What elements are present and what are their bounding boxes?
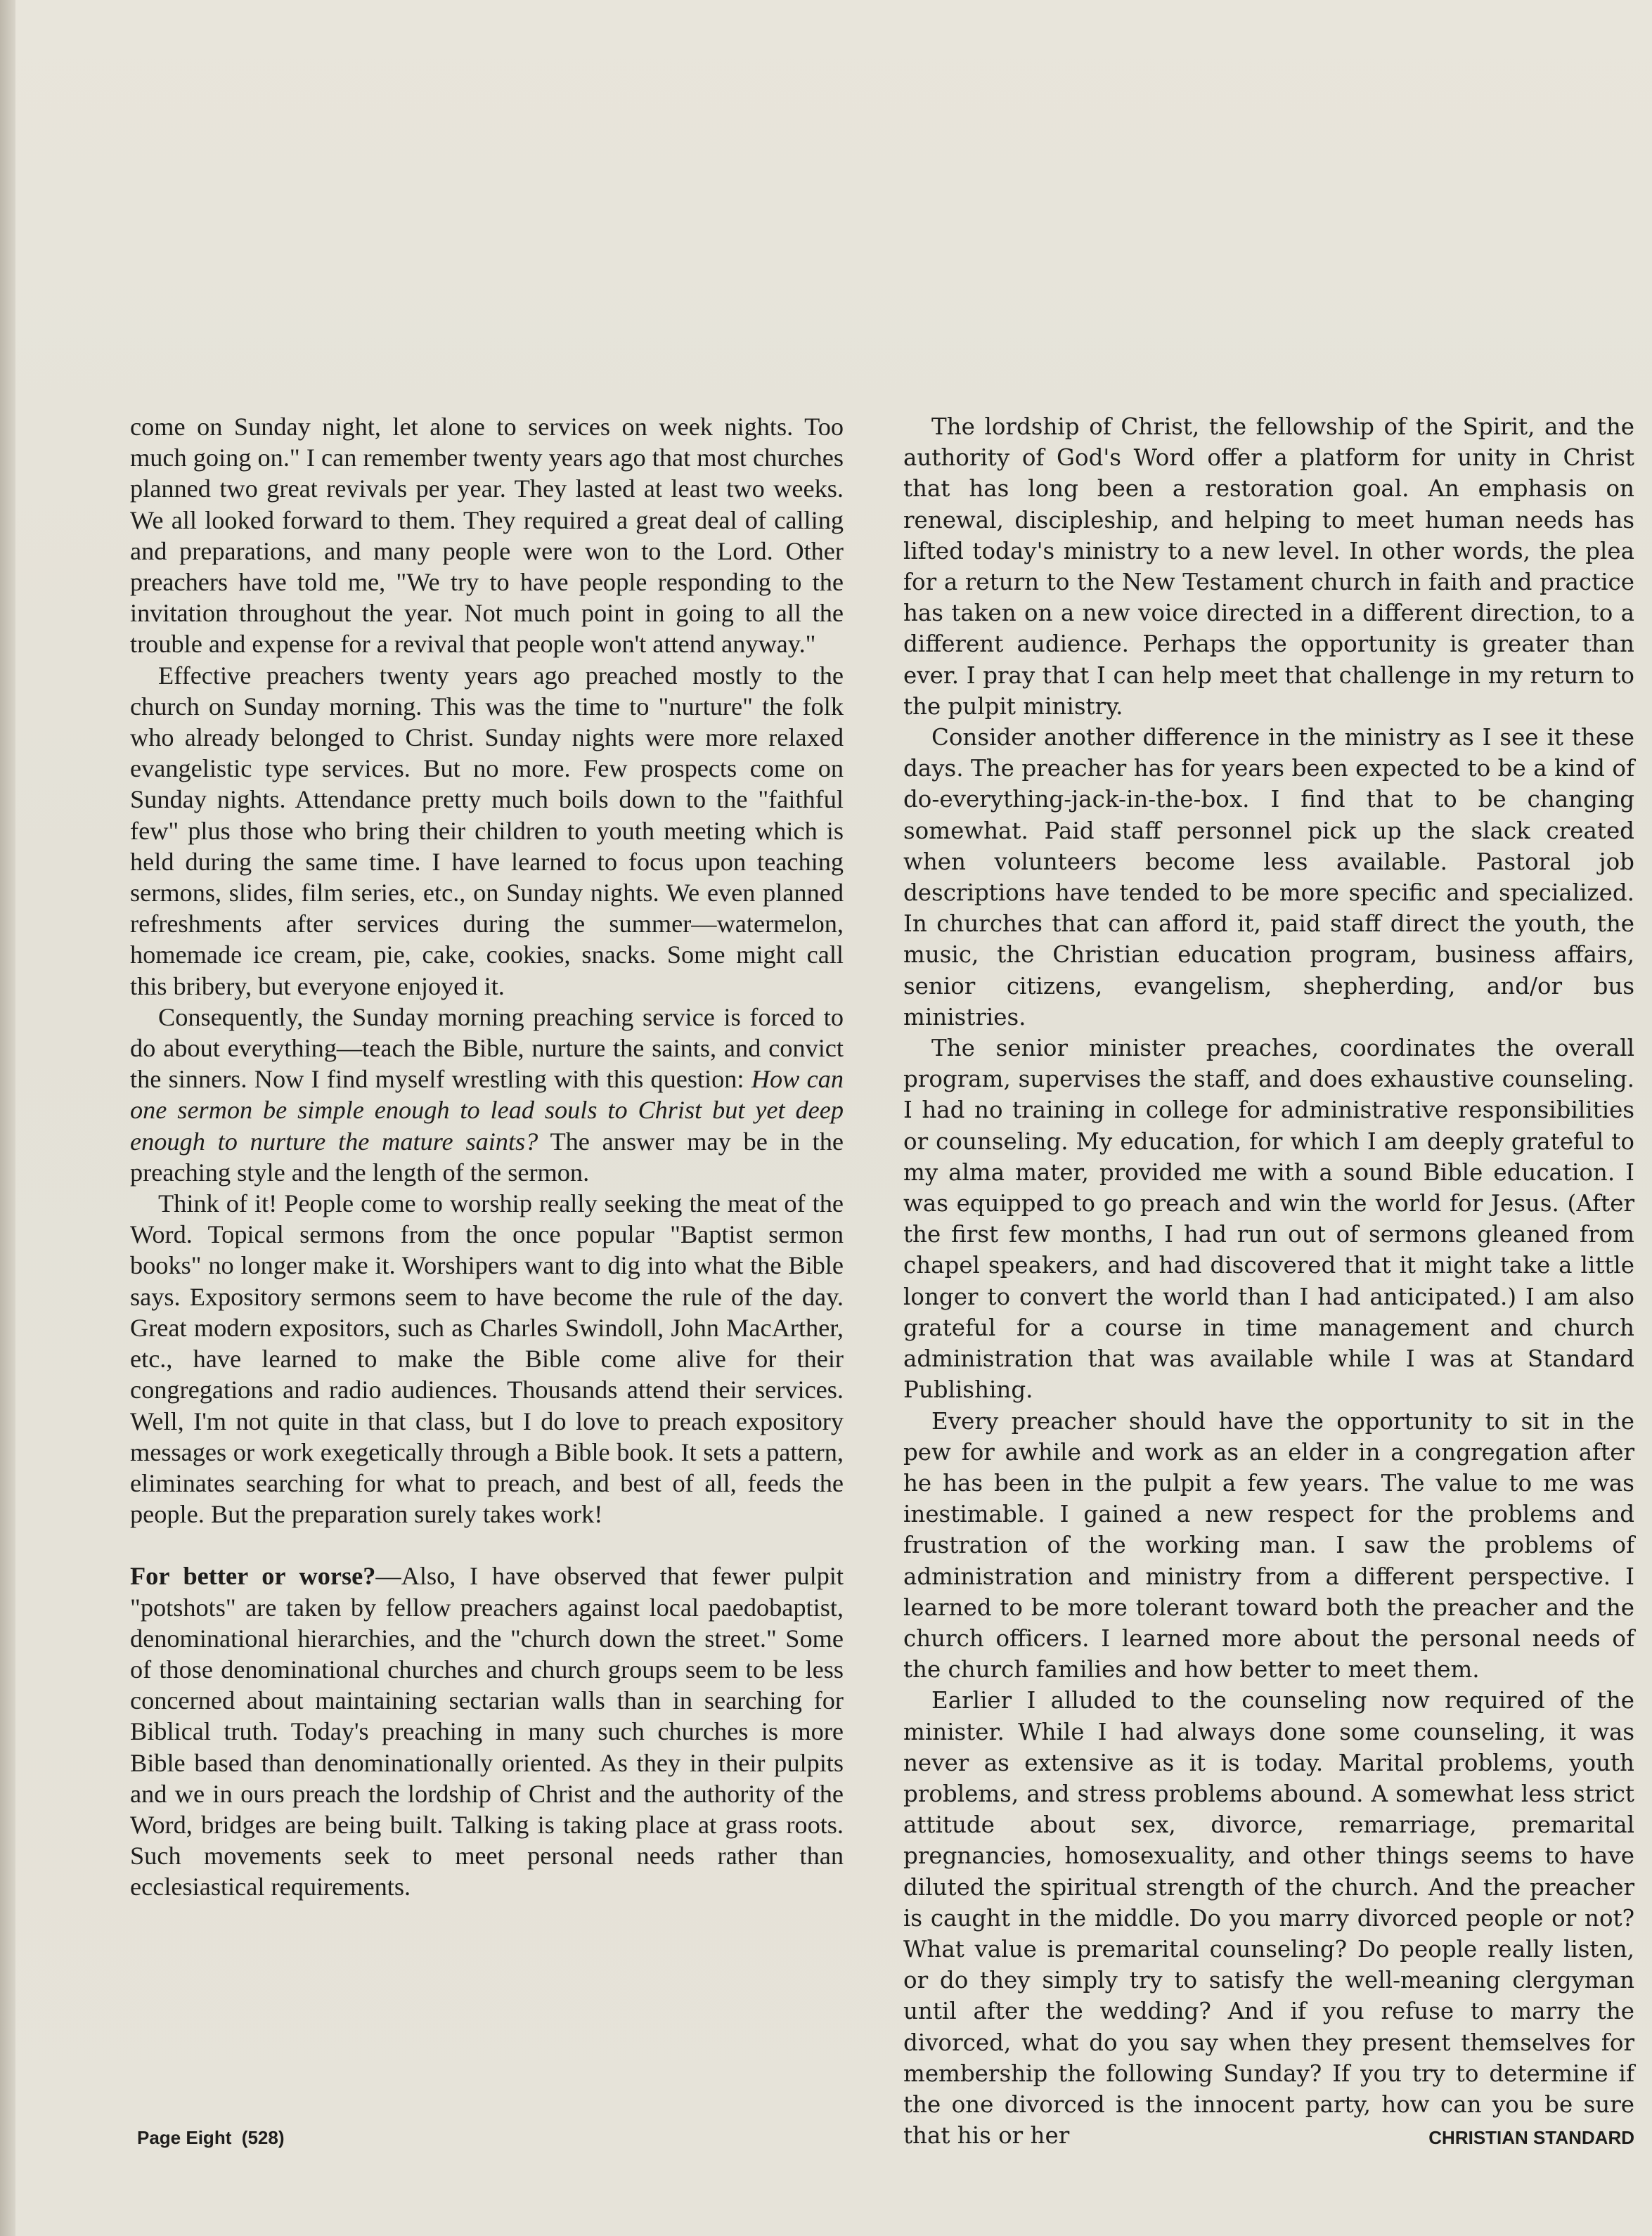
page-edge-shadow xyxy=(0,0,15,2236)
paragraph: The lordship of Christ, the fellowship of the Spirit, and the authority of God's Word offer a platform for unity in Christ that has long been a restoration goal. An emphasis on renewal, discipleship, and helping to meet human needs has lifted today's ministry to a new level. In other words, the plea for a return to the New Testament church in faith and practice has taken on a new voice directed in a different direction, to a different audience. Perhaps the opportunity is greater than ever. I pray that I can help meet that challenge in my return to the pulpit ministry. xyxy=(903,413,1634,720)
faded-show-through-title xyxy=(127,204,1111,309)
right-column xyxy=(903,411,1634,2151)
publication-name-footer: CHRISTIAN STANDARD xyxy=(1428,2127,1634,2148)
paragraph-text: Consequently, the Sunday morning preaching service is forced to do about everything—teach the Bible, nurture the saints, and convict the sinners. Now I find myself wrestling with this question: xyxy=(130,1002,844,1094)
paragraph: Effective preachers twenty years ago preached mostly to the church on Sunday morning. This was the time to "nurture" the folk who already belonged to Christ. Sunday nights were more relaxed evangelistic type services. But no more. Few prospects come on Sunday nights. Attendance pretty much boils down to the "faithful few" plus those who bring their children to youth meeting which is held during the same time. I have learned to focus upon teaching sermons, slides, film series, etc., on Sunday nights. We even planned refreshments after services during the summer—watermelon, homemade ice cream, pie, cake, cookies, snacks. Some might call this bribery, but everyone enjoyed it. xyxy=(130,661,844,1000)
paragraph: come on Sunday night, let alone to services on week nights. Too much going on." I can remember twenty years ago that most churches planned two great revivals per year. They lasted at least two weeks. We all looked forward to them. They required a great deal of calling and preparations, and many people were won to the Lord. Other preachers have told me, "We try to have people responding to the invitation throughout the year. Not much point in going to all the trouble and expense for a revival that people won't attend anyway." xyxy=(130,413,844,659)
section-paragraph xyxy=(130,1560,844,1902)
page-number-footer: Page Eight (528) xyxy=(137,2127,285,2148)
paragraph xyxy=(130,1002,844,1188)
paragraph-text: —Also, I have observed that fewer pulpit "potshots" are taken by fellow preachers against local paedobaptist, denominational hierarchies, and the "church down the street." Some of those denominational churches and church groups seem to be less concerned about maintaining sectarian walls than in searching for Biblical truth. Today's preaching in many such churches is more Bible based than denominationally oriented. As they in their pulpits and we in ours preach the lordship of Christ and the authority of the Word, bridges are being built. Talking is taking place at grass roots. Such movements seek to meet personal needs rather than ecclesiastical requirements. xyxy=(130,1562,844,1901)
paragraph: The senior minister preaches, coordinates the overall program, supervises the staff, and does exhaustive counseling. I had no training in college for administrative responsibilities or counseling. My education, for which I am deeply grateful to my alma mater, provided me with a sound Bible education. I was equipped to go preach and win the world for Jesus. (After the first few months, I had run out of sermons gleaned from chapel speakers, and had discovered that it might take a little longer to convert the world than I had anticipated.) I am also grateful for a course in time management and church administration that was available while I was at Standard Publishing. xyxy=(903,1035,1634,1404)
paragraph: Every preacher should have the opportunity to sit in the pew for awhile and work as an elder in a congregation after he has been in the pulpit a few years. The value to me was inestimable. I gained a new respect for the problems and frustration of the working man. I saw the problems of administration and ministry from a different perspective. I learned to be more tolerant toward both the preacher and the church officers. I learned more about the personal needs of the church families and how better to meet them. xyxy=(903,1407,1634,1684)
paragraph: Think of it! People come to worship really seeking the meat of the Word. Topical sermons from the once popular "Baptist sermon books" no longer make it. Worshipers want to dig into what the Bible says. Expository sermons seem to have become the rule of the day. Great modern expositors, such as Charles Swindoll, John MacArther, etc., have learned to make the Bible come alive for their congregations and radio audiences. Thousands attend their services. Well, I'm not quite in that class, but I do love to preach expository messages or work exegetically through a Bible book. It sets a pattern, eliminates searching for what to preach, and best of all, feeds the people. But the preparation surely takes work! xyxy=(130,1189,844,1529)
paragraph-text: The answer may be in the preaching style and the length of the sermon. xyxy=(130,1127,844,1187)
paragraph: Consider another difference in the ministry as I see it these days. The preacher has for years been expected to be a kind of do-everything-jack-in-the-box. I find that to be changing somewhat. Paid staff personnel pick up the slack created when volunteers become less available. Pastoral job descriptions have tended to be more specific and specialized. In churches that can afford it, paid staff direct the youth, the music, the Christian education program, business affairs, senior citizens, evangelism, shepherding, and/or bus ministries. xyxy=(903,724,1634,1030)
section-heading: For better or worse? xyxy=(130,1562,376,1591)
left-column xyxy=(130,411,844,1903)
italic-question: How can one sermon be simple enough to lead souls to Christ but yet deep enough to nurture the mature saints? xyxy=(130,1065,844,1156)
paragraph: Earlier I alluded to the counseling now required of the minister. While I had always done some counseling, it was never as extensive as it is today. Marital problems, youth problems, and stress problems abound. A somewhat less strict attitude about sex, divorce, remarriage, premarital pregnancies, homosexuality, and other things seems to have diluted the spiritual strength of the church. And the preacher is caught in the middle. Do you marry divorced people or not? What value is premarital counseling? Do people really listen, or do they simply try to satisfy the well-meaning clergyman until after the wedding? And if you refuse to marry the divorced, what do you say when they present themselves for membership the following Sunday? If you try to determine if the one divorced is the innocent party, how can you be sure that his or her xyxy=(903,1687,1634,2150)
